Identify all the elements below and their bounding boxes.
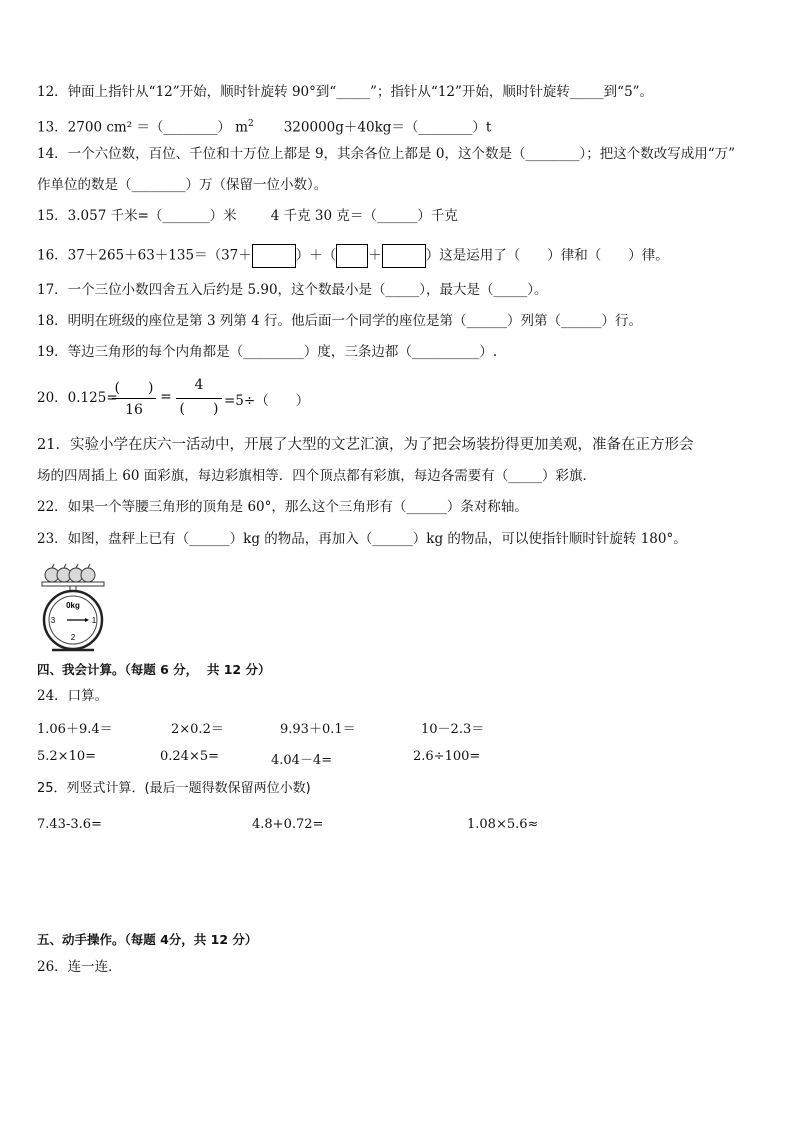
question-13-left: 13．2700 cm² ＝（________） m [37,119,248,136]
question-19 [37,343,497,361]
question-14-text-2: 作单位的数是（________）万（保留一位小数）。 [37,177,328,193]
mental-calc-2-1: 5.2×10= [37,749,97,764]
question-12-text: 12．钟面上指针从“12”开始，顺时针旋转 90°到“_____”；指针从“12”开始，顺时针旋转_____到“5”。 [37,84,654,100]
apples-icon [45,564,95,582]
vertical-calc-2: 4.8+0.72= [252,817,324,832]
mental-calc-1-3: 9.93＋0.1＝ [280,722,356,737]
fraction-equals: = [160,389,172,405]
question-21-line-1 [37,436,693,454]
mental-calc-2-2: 0.24×5= [160,749,220,764]
section-4-title [37,661,270,679]
section-5-title-text: 五、动手操作。（每题 4分，共 12 分） [37,932,258,947]
question-16 [37,244,669,268]
question-20-lead [37,389,118,407]
question-17-text: 17．一个三位小数四舍五入后约是 5.90，这个数最小是（_____），最大是（_____）。 [37,282,548,298]
mental-calc-2-4: 2.6÷100= [413,749,481,764]
question-14-line-1 [37,145,735,163]
section-4-title-text: 四、我会计算。（每题 6 分， 共 12 分） [37,662,271,677]
fraction-1-bar [112,398,156,399]
question-20-tail: =5÷（ ） [224,393,310,409]
question-21-text-1: 21．实验小学在庆六一活动中，开展了大型的文艺汇演，为了把会场装扮得更加美观，准备在正方形会 [37,437,694,453]
vertical-calc-1: 7.43-3.6= [37,817,102,832]
question-26-title [37,958,122,976]
mental-calc-1-2: 2×0.2＝ [171,722,224,737]
question-22 [37,498,528,516]
question-16-part-4: ）这是运用了（ ）律和（ ）律。 [425,247,669,264]
mental-calc-2-3: 4.04－4= [271,753,333,768]
question-16-part-1: 16．37＋265＋63＋135＝（37＋ [37,247,252,264]
question-16-part-3: ＋ [368,247,382,264]
question-24-title-text: 24．口算。 [37,688,109,704]
question-24-title [37,687,108,705]
fraction-2-numerator: 4 [194,377,204,393]
question-23 [37,530,687,548]
question-13-sup: 2 [247,119,254,129]
dial-label-left: 3 [50,616,56,625]
question-14-text-1: 14．一个六位数，百位、千位和十万位上都是 9，其余各位上都是 0，这个数是（________）；把这个数改写成用“万” [37,146,735,162]
answer-box-3[interactable] [382,244,426,268]
question-18 [37,312,642,330]
question-19-text: 19．等边三角形的每个内角都是（_________）度，三条边都（__________）. [37,344,498,360]
question-25-title-text: 25．列竖式计算．(最后一题得数保留两位小数) [37,781,311,796]
question-18-text: 18．明明在班级的座位是第 3 列第 4 行。他后面一个同学的座位是第（______）列第（______）行。 [37,313,643,329]
question-14-line-2 [37,176,327,194]
question-25-title [37,780,311,798]
fraction-1-numerator: ( ) [114,380,154,396]
scale-pan [42,582,104,586]
question-13 [37,115,491,137]
scale-figure [38,560,108,656]
section-5-title [37,931,257,949]
question-21-line-2 [37,467,596,485]
dial-label-top: 0kg [66,601,80,610]
mental-calc-1-4: 10－2.3＝ [421,722,485,737]
answer-box-2[interactable] [336,244,368,268]
fraction-1-denominator: 16 [125,402,143,418]
question-22-text: 22．如果一个等腰三角形的顶角是 60°，那么这个三角形有（______）条对称轴。 [37,499,528,515]
vertical-calc-3: 1.08×5.6≈ [467,817,539,832]
fraction-2-denominator: ( ) [179,401,219,417]
question-12 [37,83,653,101]
question-13-right: 320000g＋40kg＝（________）t [283,119,492,136]
answer-box-1[interactable] [252,244,296,268]
question-21-text-2: 场的四周插上 60 面彩旗，每边彩旗相等．四个顶点都有彩旗，每边各需要有（_____）彩旗． [37,468,597,484]
question-20-lead-text: 20．0.125= [37,390,118,406]
question-15-right: 4 千克 30 克＝（______）千克 [270,208,458,224]
mental-calc-1-1: 1.06＋9.4＝ [37,722,113,737]
question-23-text: 23．如图，盘秤上已有（______）kg 的物品，再加入（______）kg 的物品，可以使指针顺时针旋转 180°。 [37,531,687,547]
question-16-part-2: ）＋（ [295,247,337,264]
question-15-left: 15．3.057 千米=（_______）米 [37,208,237,224]
dial-label-bottom: 2 [70,633,76,642]
question-17 [37,281,548,299]
dial-label-right: 1 [91,616,97,625]
question-15 [37,207,458,225]
question-26-title-text: 26．连一连． [37,959,122,975]
